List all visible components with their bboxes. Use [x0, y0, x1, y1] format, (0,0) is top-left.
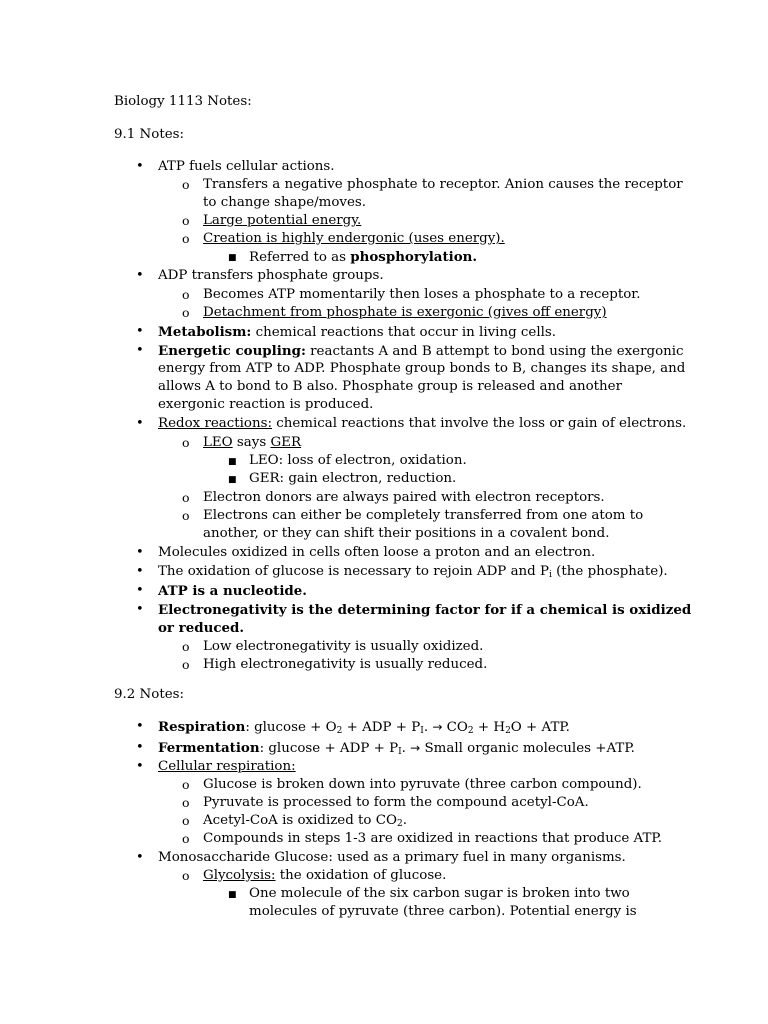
- list-item: Monosaccharide Glucose: used as a primary fuel in many organisms.: [158, 850, 626, 865]
- circle-marker: o: [182, 177, 190, 192]
- list-item: Large potential energy.: [203, 213, 362, 228]
- bullet-marker: •: [136, 268, 144, 283]
- list-item: Molecules oxidized in cells often loose a proton and an electron.: [158, 545, 596, 560]
- bullet-marker: •: [136, 759, 144, 774]
- list-item-continuation: exergonic reaction is produced.: [158, 397, 374, 412]
- square-marker: ■: [228, 253, 237, 263]
- list-item-continuation: molecules of pyruvate (three carbon). Potential energy is: [249, 904, 637, 919]
- arrow-icon: →: [410, 741, 421, 755]
- list-item: One molecule of the six carbon sugar is broken into two: [249, 886, 630, 901]
- list-item-continuation: energy from ATP to ADP. Phosphate group bonds to B, changes its shape, and: [158, 361, 686, 376]
- list-item: Cellular respiration:: [158, 759, 296, 774]
- list-item: Glycolysis: the oxidation of glucose.: [203, 868, 447, 883]
- list-item: Energetic coupling: reactants A and B attempt to bond using the exergonic: [158, 343, 684, 359]
- square-marker: ■: [228, 475, 237, 485]
- list-item: GER: gain electron, reduction.: [249, 471, 457, 486]
- arrow-icon: →: [432, 720, 443, 734]
- circle-marker: o: [182, 777, 190, 792]
- circle-marker: o: [182, 831, 190, 846]
- bullet-marker: •: [136, 850, 144, 865]
- list-item-continuation: another, or they can shift their positions in a covalent bond.: [203, 526, 610, 541]
- section-heading-9-1: 9.1 Notes:: [114, 127, 185, 142]
- circle-marker: o: [182, 508, 190, 523]
- list-item: LEO: loss of electron, oxidation.: [249, 453, 467, 468]
- list-item-continuation: or reduced.: [158, 620, 245, 636]
- list-item: Low electronegativity is usually oxidized.: [203, 639, 484, 654]
- list-item: Pyruvate is processed to form the compound acetyl-CoA.: [203, 795, 589, 810]
- bullet-marker: •: [136, 416, 144, 431]
- list-item: ATP is a nucleotide.: [158, 583, 307, 599]
- list-item: Electrons can either be completely transferred from one atom to: [203, 508, 644, 523]
- circle-marker: o: [182, 305, 190, 320]
- list-item-continuation: to change shape/moves.: [203, 195, 367, 210]
- circle-marker: o: [182, 639, 190, 654]
- section-heading-9-2: 9.2 Notes:: [114, 687, 185, 702]
- list-item-continuation: allows A to bond to B also. Phosphate group is released and another: [158, 379, 622, 394]
- list-item: ATP fuels cellular actions.: [158, 159, 335, 174]
- bullet-marker: •: [136, 583, 144, 598]
- list-item: Becomes ATP momentarily then loses a phosphate to a receptor.: [203, 287, 641, 302]
- list-item: Transfers a negative phosphate to receptor. Anion causes the receptor: [203, 177, 683, 192]
- circle-marker: o: [182, 813, 190, 828]
- circle-marker: o: [182, 657, 190, 672]
- list-item: LEO says GER: [203, 435, 302, 450]
- list-item: Electronegativity is the determining factor for if a chemical is oxidized: [158, 602, 692, 618]
- bullet-marker: •: [136, 324, 144, 339]
- circle-marker: o: [182, 868, 190, 883]
- bullet-marker: •: [136, 159, 144, 174]
- circle-marker: o: [182, 213, 190, 228]
- circle-marker: o: [182, 287, 190, 302]
- list-item: The oxidation of glucose is necessary to rejoin ADP and $P_i$ (the phosphate).: [158, 564, 668, 580]
- list-item: Electron donors are always paired with electron receptors.: [203, 490, 605, 505]
- circle-marker: o: [182, 231, 190, 246]
- list-item: Respiration: $glucose + O_2$ + ADP + $P_I$. → $CO_2 + H_2O$ + ATP.: [158, 719, 570, 736]
- circle-marker: o: [182, 435, 190, 450]
- list-item: Redox reactions: chemical reactions that involve the loss or gain of electrons.: [158, 416, 687, 431]
- bullet-marker: •: [136, 740, 144, 755]
- list-item: Acetyl-CoA is oxidized to $CO_2$.: [203, 813, 407, 829]
- bullet-marker: •: [136, 719, 144, 734]
- list-item: Metabolism: chemical reactions that occur in living cells.: [158, 324, 557, 340]
- bullet-marker: •: [136, 343, 144, 358]
- list-item: Glucose is broken down into pyruvate (three carbon compound).: [203, 777, 642, 792]
- list-item: Detachment from phosphate is exergonic (gives off energy): [203, 305, 607, 320]
- list-item: Creation is highly endergonic (uses energy).: [203, 231, 505, 246]
- bullet-marker: •: [136, 602, 144, 617]
- document-title: Biology 1113 Notes:: [114, 94, 252, 109]
- list-item: Referred to as phosphorylation.: [249, 249, 478, 265]
- list-item: Fermentation: glucose + ADP + $P_I$. → Small organic molecules +ATP.: [158, 740, 635, 757]
- square-marker: ■: [228, 890, 237, 900]
- list-item: Compounds in steps 1-3 are oxidized in reactions that produce ATP.: [203, 831, 662, 846]
- bullet-marker: •: [136, 564, 144, 579]
- circle-marker: o: [182, 795, 190, 810]
- circle-marker: o: [182, 490, 190, 505]
- list-item: ADP transfers phosphate groups.: [158, 268, 384, 283]
- bullet-marker: •: [136, 545, 144, 560]
- list-item: High electronegativity is usually reduced.: [203, 657, 488, 672]
- square-marker: ■: [228, 457, 237, 467]
